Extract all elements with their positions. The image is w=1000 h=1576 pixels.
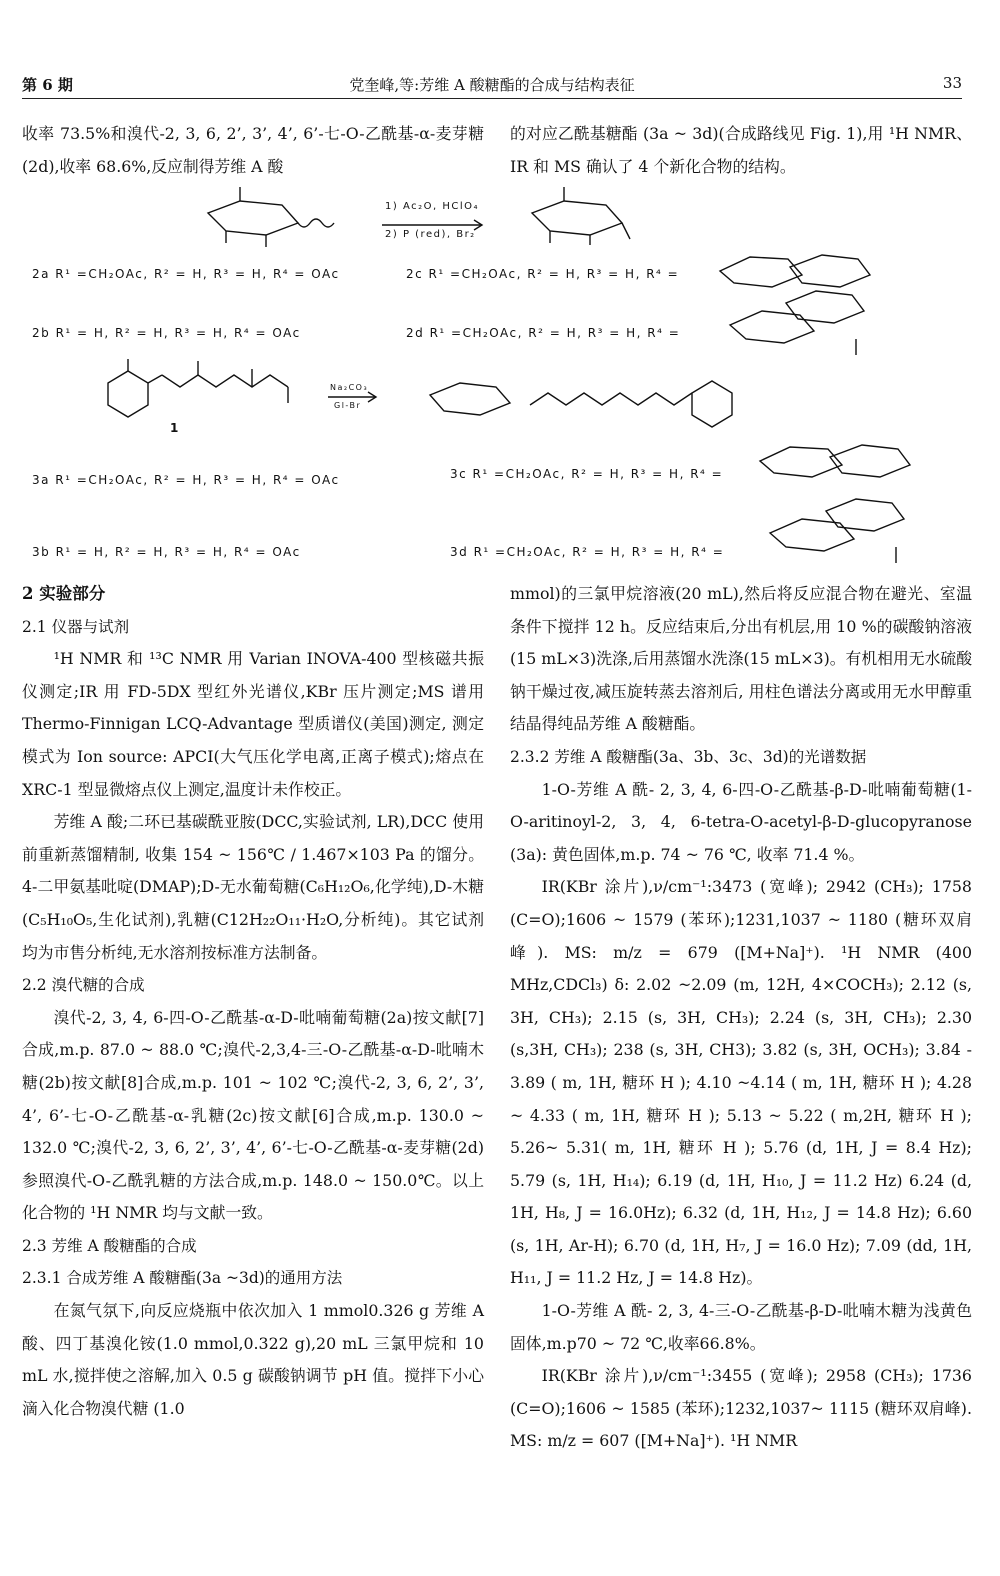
compound-1-label: 1 bbox=[170, 421, 180, 435]
label-3c: 3c R¹ =CH₂OAc, R² = H, R³ = H, R⁴ = bbox=[450, 467, 724, 481]
lactose-ring-1 bbox=[720, 257, 802, 287]
intro-right bbox=[510, 118, 972, 183]
paragraph-general-method: 在氮气氛下,向反应烧瓶中依次加入 1 mmol0.326 g 芳维 A 酸、四丁基溴化铵(1.0 mmol,0.322 g),20 mL 三氯甲烷和 10 mL 水,搅拌使之溶解,加入 0.5 g 碳酸钠调节 pH 值。搅拌下小心滴入化合物溴代糖 (1.0 bbox=[22, 1301, 484, 1418]
label-3b: 3b R¹ = H, R² = H, R³ = H, R⁴ = OAc bbox=[32, 545, 301, 559]
reagent-1: 1) Ac₂O, HClO₄ bbox=[385, 201, 480, 212]
section-2-2-heading: 2.2 溴代糖的合成 bbox=[22, 976, 145, 995]
maltose-ring-2 bbox=[786, 291, 864, 323]
paragraph-3b-spectra: IR(KBr 涂片),ν/cm⁻¹:3455 (宽峰); 2958 (CH₃); 1736 (C=O);1606 ~ 1585 (苯环);1232,1037~ 1115 (糖环双肩峰). MS: m/z = 607 ([M+Na]⁺). ¹H NMR bbox=[510, 1366, 972, 1451]
aromatic-ring-1 bbox=[108, 371, 148, 417]
section-2-3-2-heading: 2.3.2 芳维 A 酸糖酯(3a、3b、3c、3d)的光谱数据 bbox=[510, 747, 867, 766]
left-column bbox=[22, 578, 484, 1425]
product-ring bbox=[430, 383, 510, 415]
paragraph-3a-spectra: IR(KBr 涂片),ν/cm⁻¹:3473 (宽峰); 2942 (CH₃); 1758 (C=O);1606 ~ 1579 (苯环);1231,1037 ~ 1180 (糖环双肩峰). MS: m/z = 679 ([M+Na]⁺). ¹H NMR (400 MHz,CDCl₃) δ: 2.02 ~2.09 (m, 12H, 4×COCH₃); 2.12 (s, 3H, CH₃); 2.15 (s, 3H, CH₃); 2.24 (s, 3H, CH₃); 2.30 (s,3H, CH₃); 238 (s, 3H, CH3); 3.82 (s, 3H, OCH₃); 3.84 - 3.89 ( m, 1H, 糖环 H ); 4.10 ~4.14 ( m, 1H, 糖环 H ); 4.28 ~ 4.33 ( m, 1H, 糖环 H ); 5.13 ~ 5.22 ( m,2H, 糖环 H ); 5.26~ 5.31( m, 1H, 糖环 H ); 5.76 (d, 1H, J = 8.4 Hz); 5.79 (s, 1H, H₁₄); 6.19 (d, 1H, H₁₀, J = 11.2 Hz) 6.24 (d, 1H, H₈, J = 16.0Hz); 6.32 (d, 1H, H₁₂, J = 14.8 Hz); 6.60 (s, 1H, Ar-H); 6.70 (d, 1H, H₇, J = 16.0 Hz); 7.09 (dd, 1H, H₁₁, J = 11.2 Hz, J = 14.8 Hz)。 bbox=[510, 877, 972, 1288]
paragraph-workup: mmol)的三氯甲烷溶液(20 mL),然后将反应混合物在避光、室温条件下搅拌 12 h。反应结束后,分出有机层,用 10 %的碳酸钠溶液(15 mL×3)洗涤,后用蒸馏水洗涤(15 mL×3)。有机相用无水硫酸钠干燥过夜,减压旋转蒸去溶剂后, 用柱色谱法分离或用无水甲醇重结晶得纯品芳维 A 酸糖酯。 bbox=[510, 584, 972, 734]
pyranose-ring-2 bbox=[208, 201, 298, 235]
maltose-ring-3d-1 bbox=[770, 519, 854, 551]
lactose-ring-3c-1 bbox=[760, 447, 842, 477]
section-2-heading: 2 实验部分 bbox=[22, 584, 106, 603]
label-2c: 2c R¹ =CH₂OAc, R² = H, R³ = H, R⁴ = bbox=[406, 267, 680, 281]
running-title: 党奎峰,等:芳维 A 酸糖酯的合成与结构表征 bbox=[349, 76, 635, 94]
paragraph-bromosugar: 溴代-2, 3, 4, 6-四-O-乙酰基-α-D-吡喃葡萄糖(2a)按文献[7]合成,m.p. 87.0 ~ 88.0 ℃;溴代-2,3,4-三-O-乙酰基-α-D-吡喃木糖(2b)按文献[8]合成,m.p. 101 ~ 102 ℃;溴代-2, 3, 6, 2’, 3’, 4’, 6’-七-O-乙酰基-α-乳糖(2c)按文献[6]合成,m.p. 130.0 ~ 132.0 ℃;溴代-2, 3, 6, 2’, 3’, 4’, 6’-七-O-乙酰基-α-麦芽糖(2d)参照溴代-O-乙酰乳糖的方法合成,m.p. 148.0 ~ 150.0℃。以上化合物的 ¹H NMR 均与文献一致。 bbox=[22, 1007, 484, 1223]
reaction-scheme bbox=[30, 183, 970, 573]
reagent-3: Na₂CO₃ bbox=[330, 383, 369, 392]
paragraph-instruments: ¹H NMR 和 ¹³C NMR 用 Varian INOVA-400 型核磁共振仪测定;IR 用 FD-5DX 型红外光谱仪,KBr 压片测定;MS 谱用 Thermo-Finnigan LCQ-Advantage 型质谱仪(美国)测定, 测定模式为 Ion source: APCI(大气压化学电离,正离子模式);熔点在 XRC-1 型显微熔点仪上测定,温度计未作校正。 bbox=[22, 649, 484, 799]
paragraph-3b: 1-O-芳维 A 酰- 2, 3, 4-三-O-乙酰基-β-D-吡喃木糖为浅黄色固体,m.p70 ~ 72 ℃,收率66.8%。 bbox=[510, 1301, 972, 1353]
label-3d: 3d R¹ =CH₂OAc, R² = H, R³ = H, R⁴ = bbox=[450, 545, 725, 559]
intro-left-text: 收率 73.5%和溴代-2, 3, 6, 2’, 3’, 4’, 6’-七-O-乙酰基-α-麦芽糖(2d),收率 68.6%,反应制得芳维 A 酸 bbox=[22, 124, 484, 176]
scheme-drawing bbox=[30, 183, 970, 573]
maltose-ring-3d-2 bbox=[826, 499, 904, 531]
aromatic-ring-3 bbox=[692, 381, 732, 427]
intro-left bbox=[22, 118, 484, 183]
reagent-4: Gl-Br bbox=[334, 401, 362, 410]
label-2b: 2b R¹ = H, R² = H, R³ = H, R⁴ = OAc bbox=[32, 326, 301, 340]
polyene-chain-3 bbox=[530, 393, 692, 405]
maltose-ring-1 bbox=[730, 311, 814, 343]
section-2-3-1-heading: 2.3.1 合成芳维 A 酸糖酯(3a ~3d)的通用方法 bbox=[22, 1269, 343, 1288]
running-header bbox=[22, 74, 962, 98]
label-2d: 2d R¹ =CH₂OAc, R² = H, R³ = H, R⁴ = bbox=[406, 326, 681, 340]
polyene-chain-1 bbox=[162, 375, 288, 387]
label-2a: 2a R¹ =CH₂OAc, R² = H, R³ = H, R⁴ = OAc bbox=[32, 267, 340, 281]
section-2-3-heading: 2.3 芳维 A 酸糖酯的合成 bbox=[22, 1236, 197, 1255]
paragraph-3a: 1-O-芳维 A 酰- 2, 3, 4, 6-四-O-乙酰基-β-D-吡喃葡萄糖(1-O-aritinoyl-2, 3, 4, 6-tetra-O-acetyl-β-D-glucopyranose (3a): 黄色固体,m.p. 74 ~ 76 ℃, 收率 71.4 %。 bbox=[510, 779, 972, 864]
paragraph-reagents: 芳维 A 酸;二环已基碳酰亚胺(DCC,实验试剂, LR),DCC 使用前重新蒸馏精制, 收集 154 ~ 156℃ / 1.467×103 Pa 的馏分。4-二甲氨基吡啶(DMAP);D-无水葡萄糖(C₆H₁₂O₆,化学纯),D-木糖(C₅H₁₀O₅,生化试剂),乳糖(C12H₂₂O₁₁·H₂O,分析纯)。其它试剂均为市售分析纯,无水溶剂按标准方法制备。 bbox=[22, 812, 484, 962]
right-column bbox=[510, 578, 972, 1458]
issue-number: 第 6 期 bbox=[22, 76, 73, 94]
section-2-1-heading: 2.1 仪器与试剂 bbox=[22, 617, 130, 636]
page-number: 33 bbox=[942, 74, 962, 92]
reagent-2: 2) P (red), Br₂ bbox=[385, 229, 476, 240]
header-rule bbox=[22, 98, 962, 99]
lactose-ring-2 bbox=[790, 255, 870, 287]
lactose-ring-3c-2 bbox=[830, 445, 910, 477]
pyranose-ring-bromide bbox=[532, 201, 622, 235]
intro-right-text: 的对应乙酰基糖酯 (3a ~ 3d)(合成路线见 Fig. 1),用 ¹H NMR、IR 和 MS 确认了 4 个新化合物的结构。 bbox=[510, 124, 972, 176]
label-3a: 3a R¹ =CH₂OAc, R² = H, R³ = H, R⁴ = OAc bbox=[32, 473, 340, 487]
